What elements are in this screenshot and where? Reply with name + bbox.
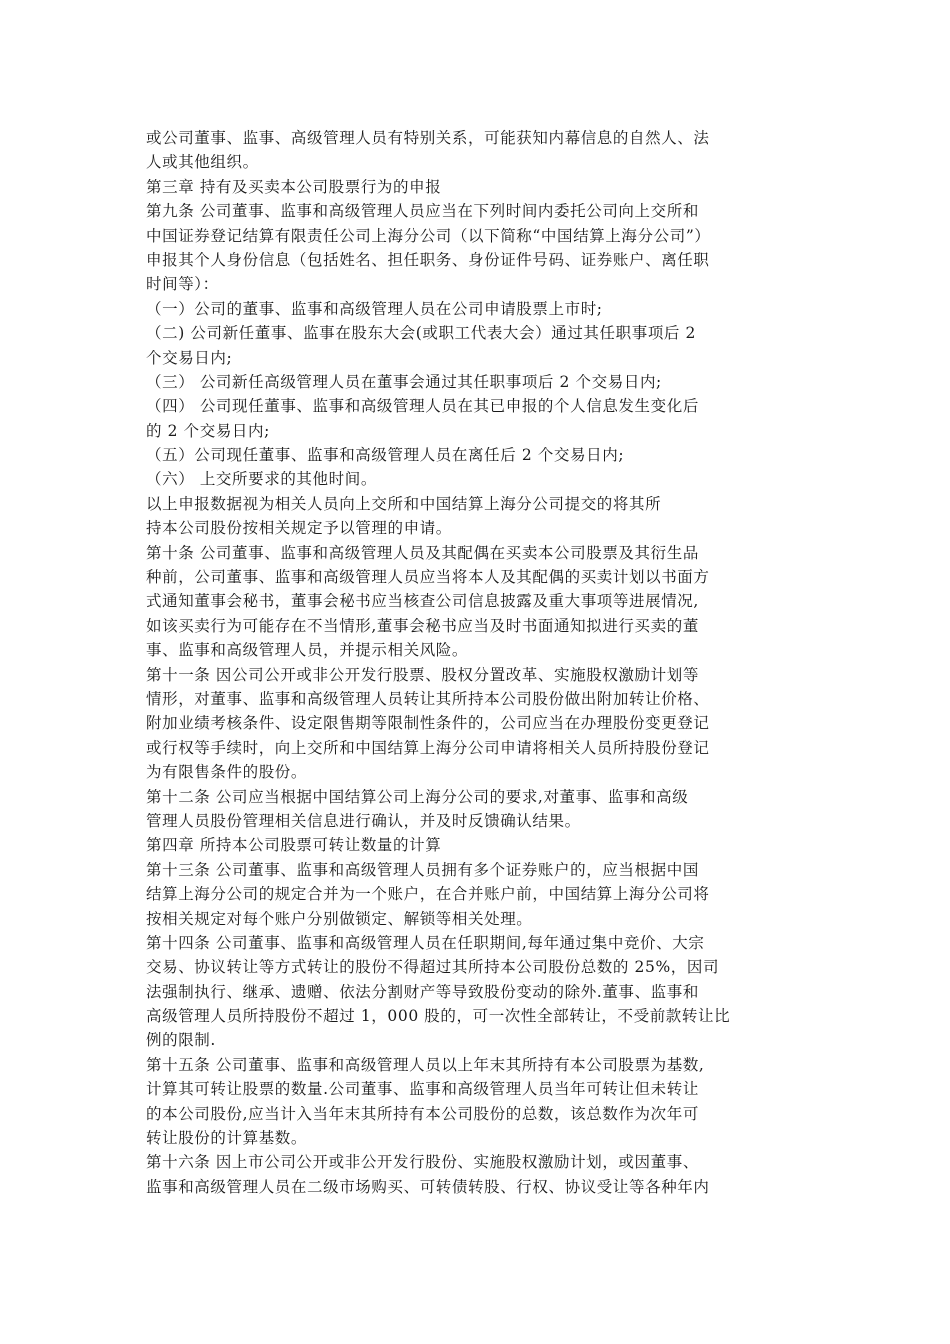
text-line: 第十五条 公司董事、监事和高级管理人员以上年末其所持有本公司股票为基数, <box>146 1055 705 1074</box>
text-line: 式通知董事会秘书，董事会秘书应当核查公司信息披露及重大事项等进展情况, <box>146 592 699 611</box>
text-line: 按相关规定对每个账户分别做锁定、解锁等相关处理。 <box>146 909 533 928</box>
text-line: 时间等）： <box>146 275 219 294</box>
text-line: 为有限售条件的股份。 <box>146 763 308 782</box>
text-line: （五）公司现任董事、监事和高级管理人员在离任后 2 个交易日内; <box>146 446 625 465</box>
text-line: 持本公司股份按相关规定予以管理的申请。 <box>146 519 452 538</box>
text-line: （四） 公司现任董事、监事和高级管理人员在其已申报的个人信息发生变化后 <box>146 397 699 416</box>
text-line: 结算上海分公司的规定合并为一个账户，在合并账户前，中国结算上海分公司将 <box>146 885 710 904</box>
text-line: 监事和高级管理人员在二级市场购买、可转债转股、行权、协议受让等各种年内 <box>146 1177 710 1196</box>
text-line: 转让股份的计算基数。 <box>146 1129 308 1148</box>
text-line: （三） 公司新任高级管理人员在董事会通过其任职事项后 2 个交易日内; <box>146 372 662 391</box>
text-line: 管理人员股份管理相关信息进行确认，并及时反馈确认结果。 <box>146 811 581 830</box>
text-line: 的 2 个交易日内; <box>146 421 270 440</box>
text-line: 或公司董事、监事、高级管理人员有特别关系，可能获知内幕信息的自然人、法 <box>146 129 710 147</box>
document-body <box>146 126 766 1199</box>
text-line: （六） 上交所要求的其他时间。 <box>146 470 377 489</box>
text-line: 以上申报数据视为相关人员向上交所和中国结算上海分公司提交的将其所 <box>146 494 662 513</box>
text-line: 第十三条 公司董事、监事和高级管理人员拥有多个证券账户的，应当根据中国 <box>146 860 699 879</box>
text-line: 交易、协议转让等方式转让的股份不得超过其所持本公司股份总数的 25%，因司 <box>146 958 720 977</box>
text-line: 第三章 持有及买卖本公司股票行为的申报 <box>146 177 442 196</box>
text-line: 计算其可转让股票的数量.公司董事、监事和高级管理人员当年可转让但未转让 <box>146 1080 699 1099</box>
text-line: 第十六条 因上市公司公开或非公开发行股份、实施股权激励计划，或因董事、 <box>146 1153 699 1172</box>
text-line: 人或其他组织。 <box>146 153 259 172</box>
text-line: 第十一条 因公司公开或非公开发行股票、股权分置改革、实施股权激励计划等 <box>146 665 699 684</box>
text-line: 高级管理人员所持股份不超过 1，000 股的，可一次性全部转让，不受前款转让比 <box>146 1007 731 1026</box>
text-line: 第四章 所持本公司股票可转让数量的计算 <box>146 836 442 855</box>
text-line: （二) 公司新任董事、监事在股东大会(或职工代表大会）通过其任职事项后 2 <box>146 324 697 343</box>
text-line: 第九条 公司董事、监事和高级管理人员应当在下列时间内委托公司向上交所和 <box>146 202 699 221</box>
text-line: 事、监事和高级管理人员，并提示相关风险。 <box>146 641 469 660</box>
text-line: 法强制执行、继承、遗赠、依法分割财产等导致股份变动的除外.董事、监事和 <box>146 982 699 1001</box>
text-line: 例的限制. <box>146 1031 216 1050</box>
text-line: 第十二条 公司应当根据中国结算公司上海分公司的要求,对董事、监事和高级 <box>146 787 689 806</box>
text-line: 第十四条 公司董事、监事和高级管理人员在任职期间,每年通过集中竞价、大宗 <box>146 933 705 952</box>
text-line: 如该买卖行为可能存在不当情形,董事会秘书应当及时书面通知拟进行买卖的董 <box>146 616 699 635</box>
text-line: 中国证券登记结算有限责任公司上海分公司（以下简称“中国结算上海分公司”） <box>146 226 711 245</box>
text-line: 第十条 公司董事、监事和高级管理人员及其配偶在买卖本公司股票及其衍生品 <box>146 543 699 562</box>
text-line: 附加业绩考核条件、设定限售期等限制性条件的，公司应当在办理股份变更登记 <box>146 714 710 733</box>
text-line: （一）公司的董事、监事和高级管理人员在公司申请股票上市时; <box>146 299 603 318</box>
text-line: 个交易日内; <box>146 348 233 367</box>
text-line: 种前，公司董事、监事和高级管理人员应当将本人及其配偶的买卖计划以书面方 <box>146 568 710 587</box>
text-line: 情形，对董事、监事和高级管理人员转让其所持本公司股份做出附加转让价格、 <box>146 689 710 708</box>
text-line: 申报其个人身份信息（包括姓名、担任职务、身份证件号码、证券账户、离任职 <box>146 250 710 269</box>
text-line: 或行权等手续时，向上交所和中国结算上海分公司申请将相关人员所持股份登记 <box>146 738 710 757</box>
text-line: 的本公司股份,应当计入当年末其所持有本公司股份的总数，该总数作为次年可 <box>146 1104 699 1123</box>
